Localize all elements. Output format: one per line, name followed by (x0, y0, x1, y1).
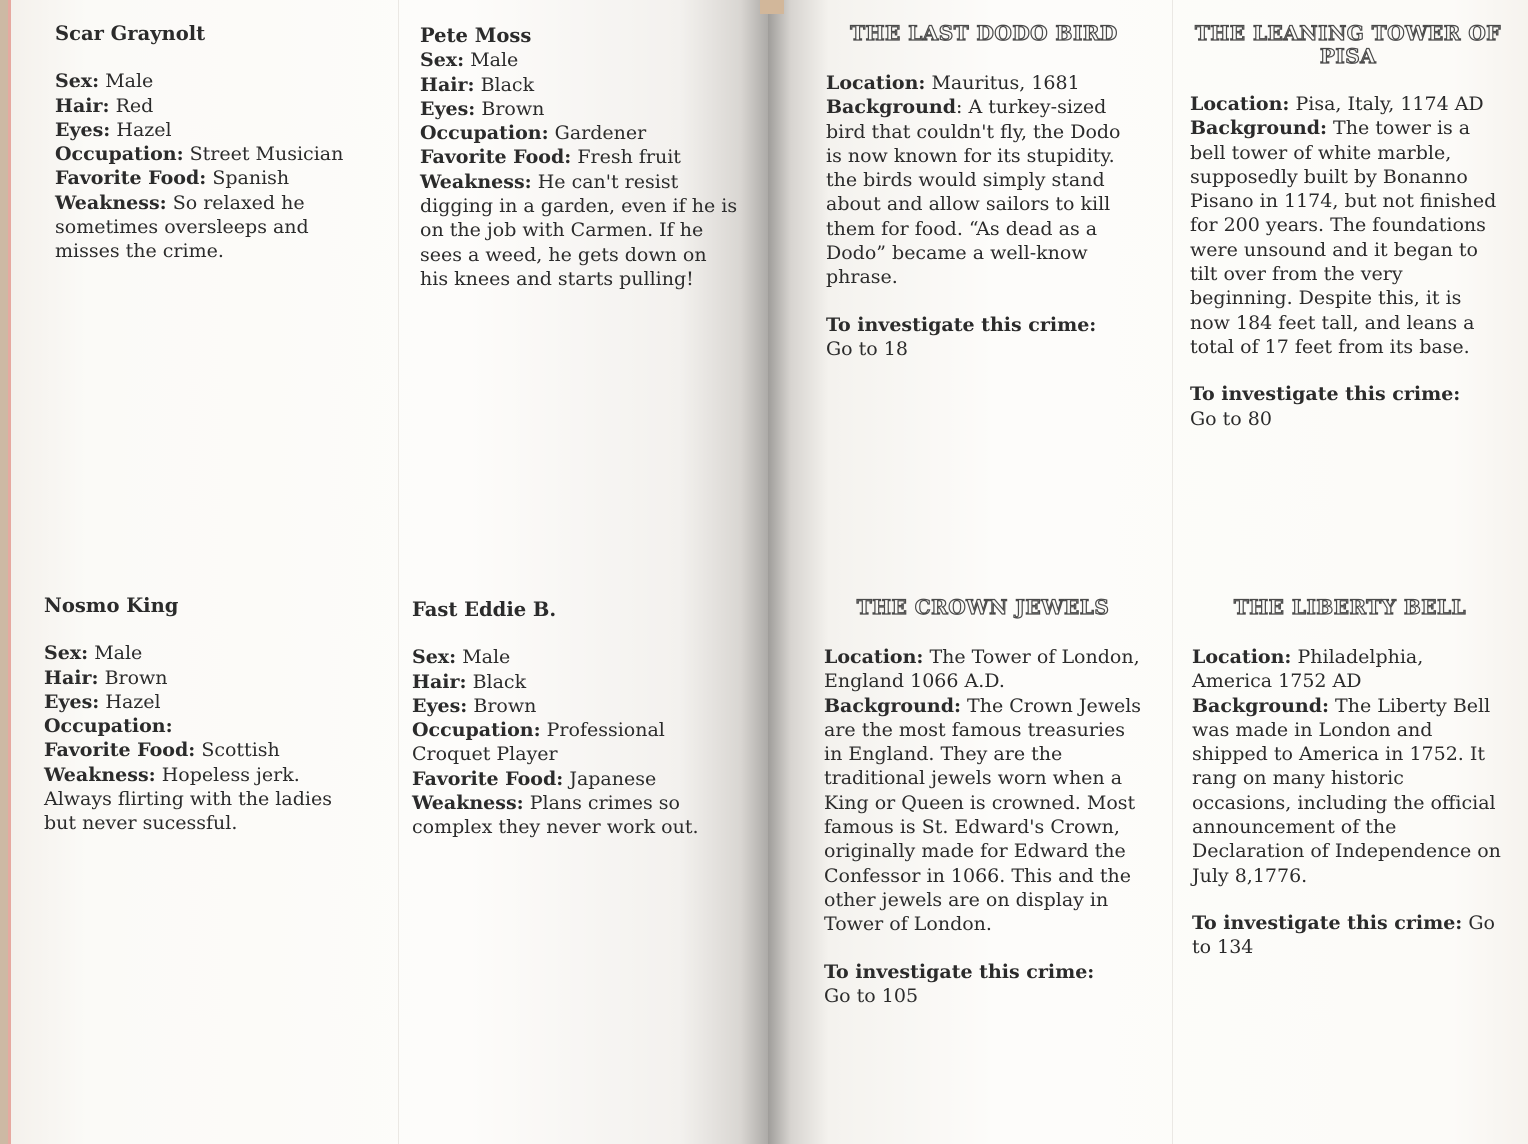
suspect-hair: Hair: Brown (44, 666, 168, 689)
suspect-eyes: Eyes: Brown (420, 97, 545, 120)
crime-card (1190, 22, 1506, 431)
suspect-occupation: Occupation: Street Musician (55, 143, 344, 166)
suspect-card (44, 594, 364, 836)
crime-location: Location: Philadelphia, America 1752 AD (1192, 646, 1424, 693)
suspect-eyes: Eyes: Brown (412, 694, 537, 717)
crime-card (1192, 596, 1508, 960)
suspect-food: Favorite Food: Scottish (44, 739, 280, 762)
crime-card (824, 596, 1142, 1008)
crime-title: THE LEANING TOWER OF PISA (1195, 21, 1501, 68)
suspect-eyes: Eyes: Hazel (44, 690, 161, 713)
crime-card (826, 22, 1142, 361)
suspect-weakness: Weakness: Hopeless jerk. Always flirting with the ladies but never sucessful. (44, 763, 332, 835)
suspect-food: Favorite Food: Fresh fruit (420, 146, 681, 169)
suspect-sex: Sex: Male (44, 642, 143, 665)
suspect-name: Scar Graynolt (55, 22, 206, 45)
investigate-prompt: To investigate this crime: Go to 134 (1192, 911, 1495, 959)
crime-title: THE CROWN JEWELS (856, 595, 1110, 619)
suspect-sex: Sex: Male (55, 70, 154, 93)
crime-location: Location: The Tower of London, England 1066 A.D. (824, 646, 1140, 693)
suspect-card (412, 598, 732, 840)
column-fold-right (1172, 0, 1173, 1144)
suspect-sex: Sex: Male (420, 49, 519, 72)
crime-background: Background: A turkey-sized bird that couldn't fly, the Dodo is now known for its stupidity. the birds would simply stand about and allow sailors to kill them for food. “As dead as a Dodo” became a well-know phrase. (826, 96, 1121, 289)
suspect-hair: Hair: Black (420, 73, 535, 96)
goto-link: Go to 18 (826, 337, 908, 360)
crime-title: THE LAST DODO BIRD (850, 21, 1118, 45)
column-fold-left (398, 0, 399, 1144)
suspect-weakness: Weakness: He can't resist digging in a garden, even if he is on the job with Carmen. If he sees a weed, he gets down on his knees and starts pulling! (420, 170, 738, 290)
crime-title: THE LIBERTY BELL (1233, 595, 1467, 619)
crime-background: Background: The Liberty Bell was made in London and shipped to America in 1752. It rang on many historic occasions, including the official announcement of the Declaration of Independence on July 8,1776. (1192, 694, 1501, 887)
investigate-label: To investigate this crime: (824, 960, 1095, 983)
book-spine-edge (760, 0, 784, 14)
suspect-weakness: Weakness: Plans crimes so complex they never work out. (412, 792, 699, 839)
suspect-weakness: Weakness: So relaxed he sometimes oversleeps and misses the crime. (55, 191, 309, 263)
crime-location: Location: Pisa, Italy, 1174 AD (1190, 93, 1484, 115)
suspect-food: Favorite Food: Spanish (55, 167, 290, 190)
goto-link: Go to 80 (1190, 407, 1272, 430)
crime-background: Background: The Crown Jewels are the most famous treasuries in England. They are the traditional jewels worn when a King or Queen is crowned. Most famous is St. Edward's Crown, originally made for Edward the Confessor in 1066. This and the other jewels are on display in Tower of London. (824, 694, 1142, 936)
suspect-occupation: Occupation: Professional Croquet Player (412, 719, 665, 766)
suspect-eyes: Eyes: Hazel (55, 118, 172, 141)
suspect-name: Nosmo King (44, 594, 179, 617)
suspect-sex: Sex: Male (412, 646, 511, 669)
suspect-name: Fast Eddie B. (412, 598, 557, 621)
suspect-card (420, 24, 740, 291)
suspect-food: Favorite Food: Japanese (412, 767, 657, 790)
investigate-label: To investigate this crime: (826, 313, 1097, 336)
crime-location: Location: Mauritus, 1681 (826, 72, 1080, 94)
investigate-label: To investigate this crime: (1190, 383, 1461, 406)
suspect-card (55, 22, 365, 264)
suspect-occupation: Occupation: (44, 715, 173, 738)
goto-link: Go to 105 (824, 984, 919, 1007)
crime-background: Background: The tower is a bell tower of white marble, supposedly built by Bonanno Pisano in 1174, but not finished for 200 years. The foundations were unsound and it began to tilt over from the very beginning. Despite this, it is now 184 feet tall, and leans a total of 17 feet from its base. (1190, 117, 1497, 358)
suspect-hair: Hair: Red (55, 94, 154, 117)
suspect-occupation: Occupation: Gardener (420, 122, 647, 145)
suspect-name: Pete Moss (420, 24, 532, 47)
suspect-hair: Hair: Black (412, 670, 527, 693)
